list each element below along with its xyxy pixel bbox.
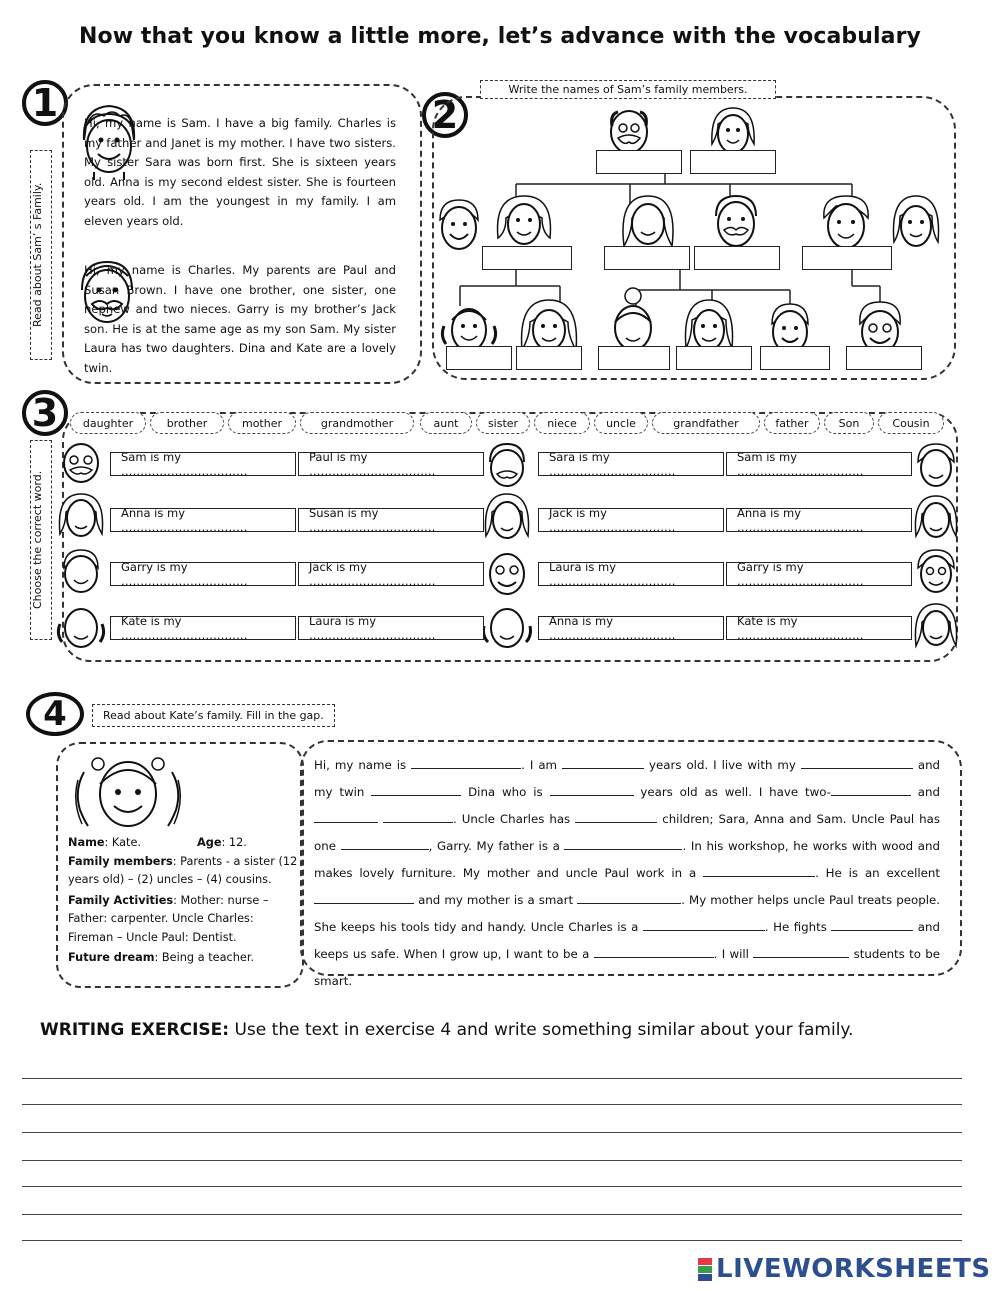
section-3-number: 3 — [22, 390, 68, 436]
row4-sentence-4[interactable]: Kate is my …………………………… — [726, 616, 912, 640]
text-part: . I will — [713, 947, 749, 961]
gap-age[interactable] — [562, 757, 644, 769]
writing-instruction: Use the text in exercise 4 and write something similar about your family. — [234, 1020, 854, 1040]
row4-sentence-2[interactable]: Laura is my …………………………… — [298, 616, 484, 640]
grandfather-name-box[interactable] — [596, 150, 682, 174]
text-part: Dina who is — [468, 785, 543, 799]
gap-charles-job[interactable] — [643, 919, 765, 931]
text-part: students to be smart. — [314, 947, 941, 988]
name-label: Name — [68, 836, 105, 849]
row2-sentence-2[interactable]: Susan is my …………………………… — [298, 508, 484, 532]
liveworksheets-logo — [698, 1254, 991, 1284]
section-2-instruction: Write the names of Sam’s family members. — [480, 80, 776, 99]
members-label: Family members — [68, 854, 173, 868]
gap-live-with[interactable] — [801, 757, 913, 769]
text-part: . He fights — [764, 920, 827, 934]
child-name-box-5[interactable] — [760, 346, 830, 370]
row3-sentence-4[interactable]: Garry is my …………………………… — [726, 562, 912, 586]
row1-right-face-image — [912, 440, 960, 490]
gap-one-child[interactable] — [341, 838, 429, 850]
row1-sentence-3[interactable]: Sara is my …………………………… — [538, 452, 724, 476]
writing-line-7[interactable] — [22, 1240, 962, 1241]
kate-profile-face-image — [70, 750, 186, 834]
writing-line-4[interactable] — [22, 1160, 962, 1161]
word-pill-niece[interactable]: niece — [534, 412, 590, 434]
writing-line-5[interactable] — [22, 1186, 962, 1187]
text-part: . My mother helps uncle Paul treats people. She keeps his tools tidy and handy. Uncle Charles is a — [314, 893, 941, 934]
row1-middle-face-image — [482, 440, 532, 490]
section-1-vertical-label: Read about Sam’ s Family. — [30, 150, 52, 360]
child-name-box-6[interactable] — [846, 346, 922, 370]
aunt-face-image — [494, 192, 554, 252]
word-pill-daughter[interactable]: daughter — [70, 412, 146, 434]
page-title: Now that you know a little more, let’s advance with the vocabulary — [79, 24, 921, 49]
text-part: and — [917, 785, 940, 799]
row3-middle-face-image — [482, 544, 532, 598]
text-part: . He is an excellent — [815, 866, 940, 880]
gap-children-count[interactable] — [575, 811, 657, 823]
row3-sentence-1[interactable]: Garry is my …………………………… — [110, 562, 296, 586]
word-pill-aunt[interactable]: aunt — [420, 412, 472, 434]
kate-profile-text — [68, 834, 298, 968]
text-part: years old as well. I have two- — [640, 785, 831, 799]
row4-right-face-image — [912, 600, 960, 654]
fill-in-text — [314, 752, 940, 995]
row2-middle-face-image — [482, 490, 532, 544]
gap-future-job[interactable] — [594, 946, 714, 958]
row4-sentence-3[interactable]: Anna is my …………………………… — [538, 616, 724, 640]
word-pill-sister[interactable]: sister — [476, 412, 530, 434]
writing-line-1[interactable] — [22, 1078, 962, 1079]
text-part: and my twin — [314, 758, 941, 799]
writing-line-3[interactable] — [22, 1132, 962, 1133]
text-part: . Uncle Charles has — [453, 812, 571, 826]
section-2-number: 2 — [422, 92, 468, 138]
section-4-number: 4 — [26, 692, 84, 736]
child-name-box-3[interactable] — [598, 346, 670, 370]
logo-mark-icon — [698, 1258, 712, 1281]
dream-value: : Being a teacher. — [154, 951, 255, 964]
parents-row-name-box-3[interactable] — [694, 246, 780, 270]
writing-exercise-heading — [40, 1020, 960, 1040]
gap-two-1[interactable] — [831, 784, 911, 796]
child-name-box-4[interactable] — [676, 346, 752, 370]
text-part: , Garry. My father is a — [428, 839, 560, 853]
text-part: and keeps us safe. When I grow up, I want to be a — [314, 920, 940, 961]
row3-right-face-image — [912, 546, 960, 596]
parents-row-name-box-4[interactable] — [802, 246, 892, 270]
row4-middle-face-image — [482, 600, 532, 652]
row2-sentence-3[interactable]: Jack is my …………………………… — [538, 508, 724, 532]
word-pill-cousin[interactable]: Cousin — [878, 412, 944, 434]
gap-dina-age[interactable] — [550, 784, 634, 796]
row1-sentence-2[interactable]: Paul is my …………………………… — [298, 452, 484, 476]
charles-tree-face-image — [706, 192, 766, 254]
word-pill-grandfather[interactable]: grandfather — [652, 412, 760, 434]
writing-line-2[interactable] — [22, 1104, 962, 1105]
gap-twin[interactable] — [371, 784, 461, 796]
text-part: children; Sara, Anna and Sam. Uncle Paul has one — [314, 812, 940, 853]
row1-sentence-4[interactable]: Sam is my …………………………… — [726, 452, 912, 476]
word-pill-brother[interactable]: brother — [150, 412, 224, 434]
row2-sentence-4[interactable]: Anna is my …………………………… — [726, 508, 912, 532]
gap-workplace[interactable] — [703, 865, 815, 877]
text-part: and my mother is a smart — [418, 893, 574, 907]
section-4-instruction: Read about Kate’s family. Fill in the gap. — [92, 704, 335, 727]
paul-face-image — [816, 192, 876, 254]
word-pill-father[interactable]: father — [764, 412, 820, 434]
members-value: : Parents - a sister (12 years old) – (2) uncles – (4) cousins. — [68, 854, 298, 886]
gap-paul-job[interactable] — [314, 892, 414, 904]
gap-fights[interactable] — [831, 919, 913, 931]
row1-sentence-1[interactable]: Sam is my …………………………… — [110, 452, 296, 476]
gap-two-3[interactable] — [383, 811, 453, 823]
row3-sentence-2[interactable]: Jack is my …………………………… — [298, 562, 484, 586]
writing-label: WRITING EXERCISE: — [40, 1020, 230, 1040]
parents-row-name-box-1[interactable] — [482, 246, 572, 270]
grandmother-name-box[interactable] — [690, 150, 776, 174]
susan-face-image — [890, 192, 942, 254]
dream-label: Future dream — [68, 951, 155, 964]
child-name-box-1[interactable] — [446, 346, 512, 370]
row2-right-face-image — [912, 492, 960, 544]
grandfather-face-image — [604, 104, 654, 156]
section-1-number: 1 — [22, 80, 68, 126]
row1-left-face-image — [56, 436, 106, 486]
activities-value: : Mother: nurse – Father: carpenter. Uncle Charles: Fireman – Uncle Paul: Dentist. — [68, 893, 269, 944]
child-name-box-2[interactable] — [516, 346, 582, 370]
gap-mother-job[interactable] — [577, 892, 681, 904]
sam-intro-paragraph: Hi, my name is Sam. I have a big family. Charles is my father and Janet is my mother. I have two sisters. My sister Sara was born first. She is sixteen years old. Anna is my second eldest sister. She is fourteen years old. I am the youngest in my family. I am eleven years old. — [84, 116, 396, 228]
word-pill-mother[interactable]: mother — [228, 412, 296, 434]
section-3-vertical-label: Choose the correct word. — [30, 440, 52, 640]
row2-left-face-image — [56, 490, 106, 542]
gap-two-2[interactable] — [314, 811, 378, 823]
word-pill-son[interactable]: Son — [824, 412, 874, 434]
word-pill-uncle[interactable]: uncle — [594, 412, 648, 434]
row2-sentence-1[interactable]: Anna is my …………………………… — [110, 508, 296, 532]
text-part: . In his workshop, he works with wood and makes lovely furniture. My mother and uncle Paul work in a — [314, 839, 940, 880]
age-label: Age — [197, 836, 222, 849]
text-part: . I am — [521, 758, 558, 772]
uncle-jack-face-image — [434, 196, 484, 256]
text-part: Hi, my name is — [314, 758, 407, 772]
parents-row-name-box-2[interactable] — [604, 246, 690, 270]
logo-text: LIVEWORKSHEETS — [716, 1254, 991, 1284]
row4-sentence-1[interactable]: Kate is my …………………………… — [110, 616, 296, 640]
gap-will[interactable] — [753, 946, 849, 958]
charles-intro-paragraph: Hi, my name is Charles. My parents are Paul and Susan Brown. I have one brother, one sister, one nephew and two nieces. Garry is my brother’s Jack son. He is at the same age as my son Sam. My sister Laura has two daughters. Dina and Kate are a lovely twin. — [84, 263, 396, 375]
word-pill-grandmother[interactable]: grandmother — [300, 412, 414, 434]
name-value: : Kate. — [104, 836, 142, 849]
age-value: : 12. — [221, 836, 247, 849]
gap-name[interactable] — [411, 757, 521, 769]
gap-father-job[interactable] — [564, 838, 682, 850]
activities-label: Family Activities — [68, 893, 174, 907]
writing-line-6[interactable] — [22, 1214, 962, 1215]
row3-sentence-3[interactable]: Laura is my …………………………… — [538, 562, 724, 586]
text-part: years old. I live with my — [649, 758, 796, 772]
row3-left-face-image — [56, 546, 106, 596]
row4-left-face-image — [56, 600, 106, 652]
